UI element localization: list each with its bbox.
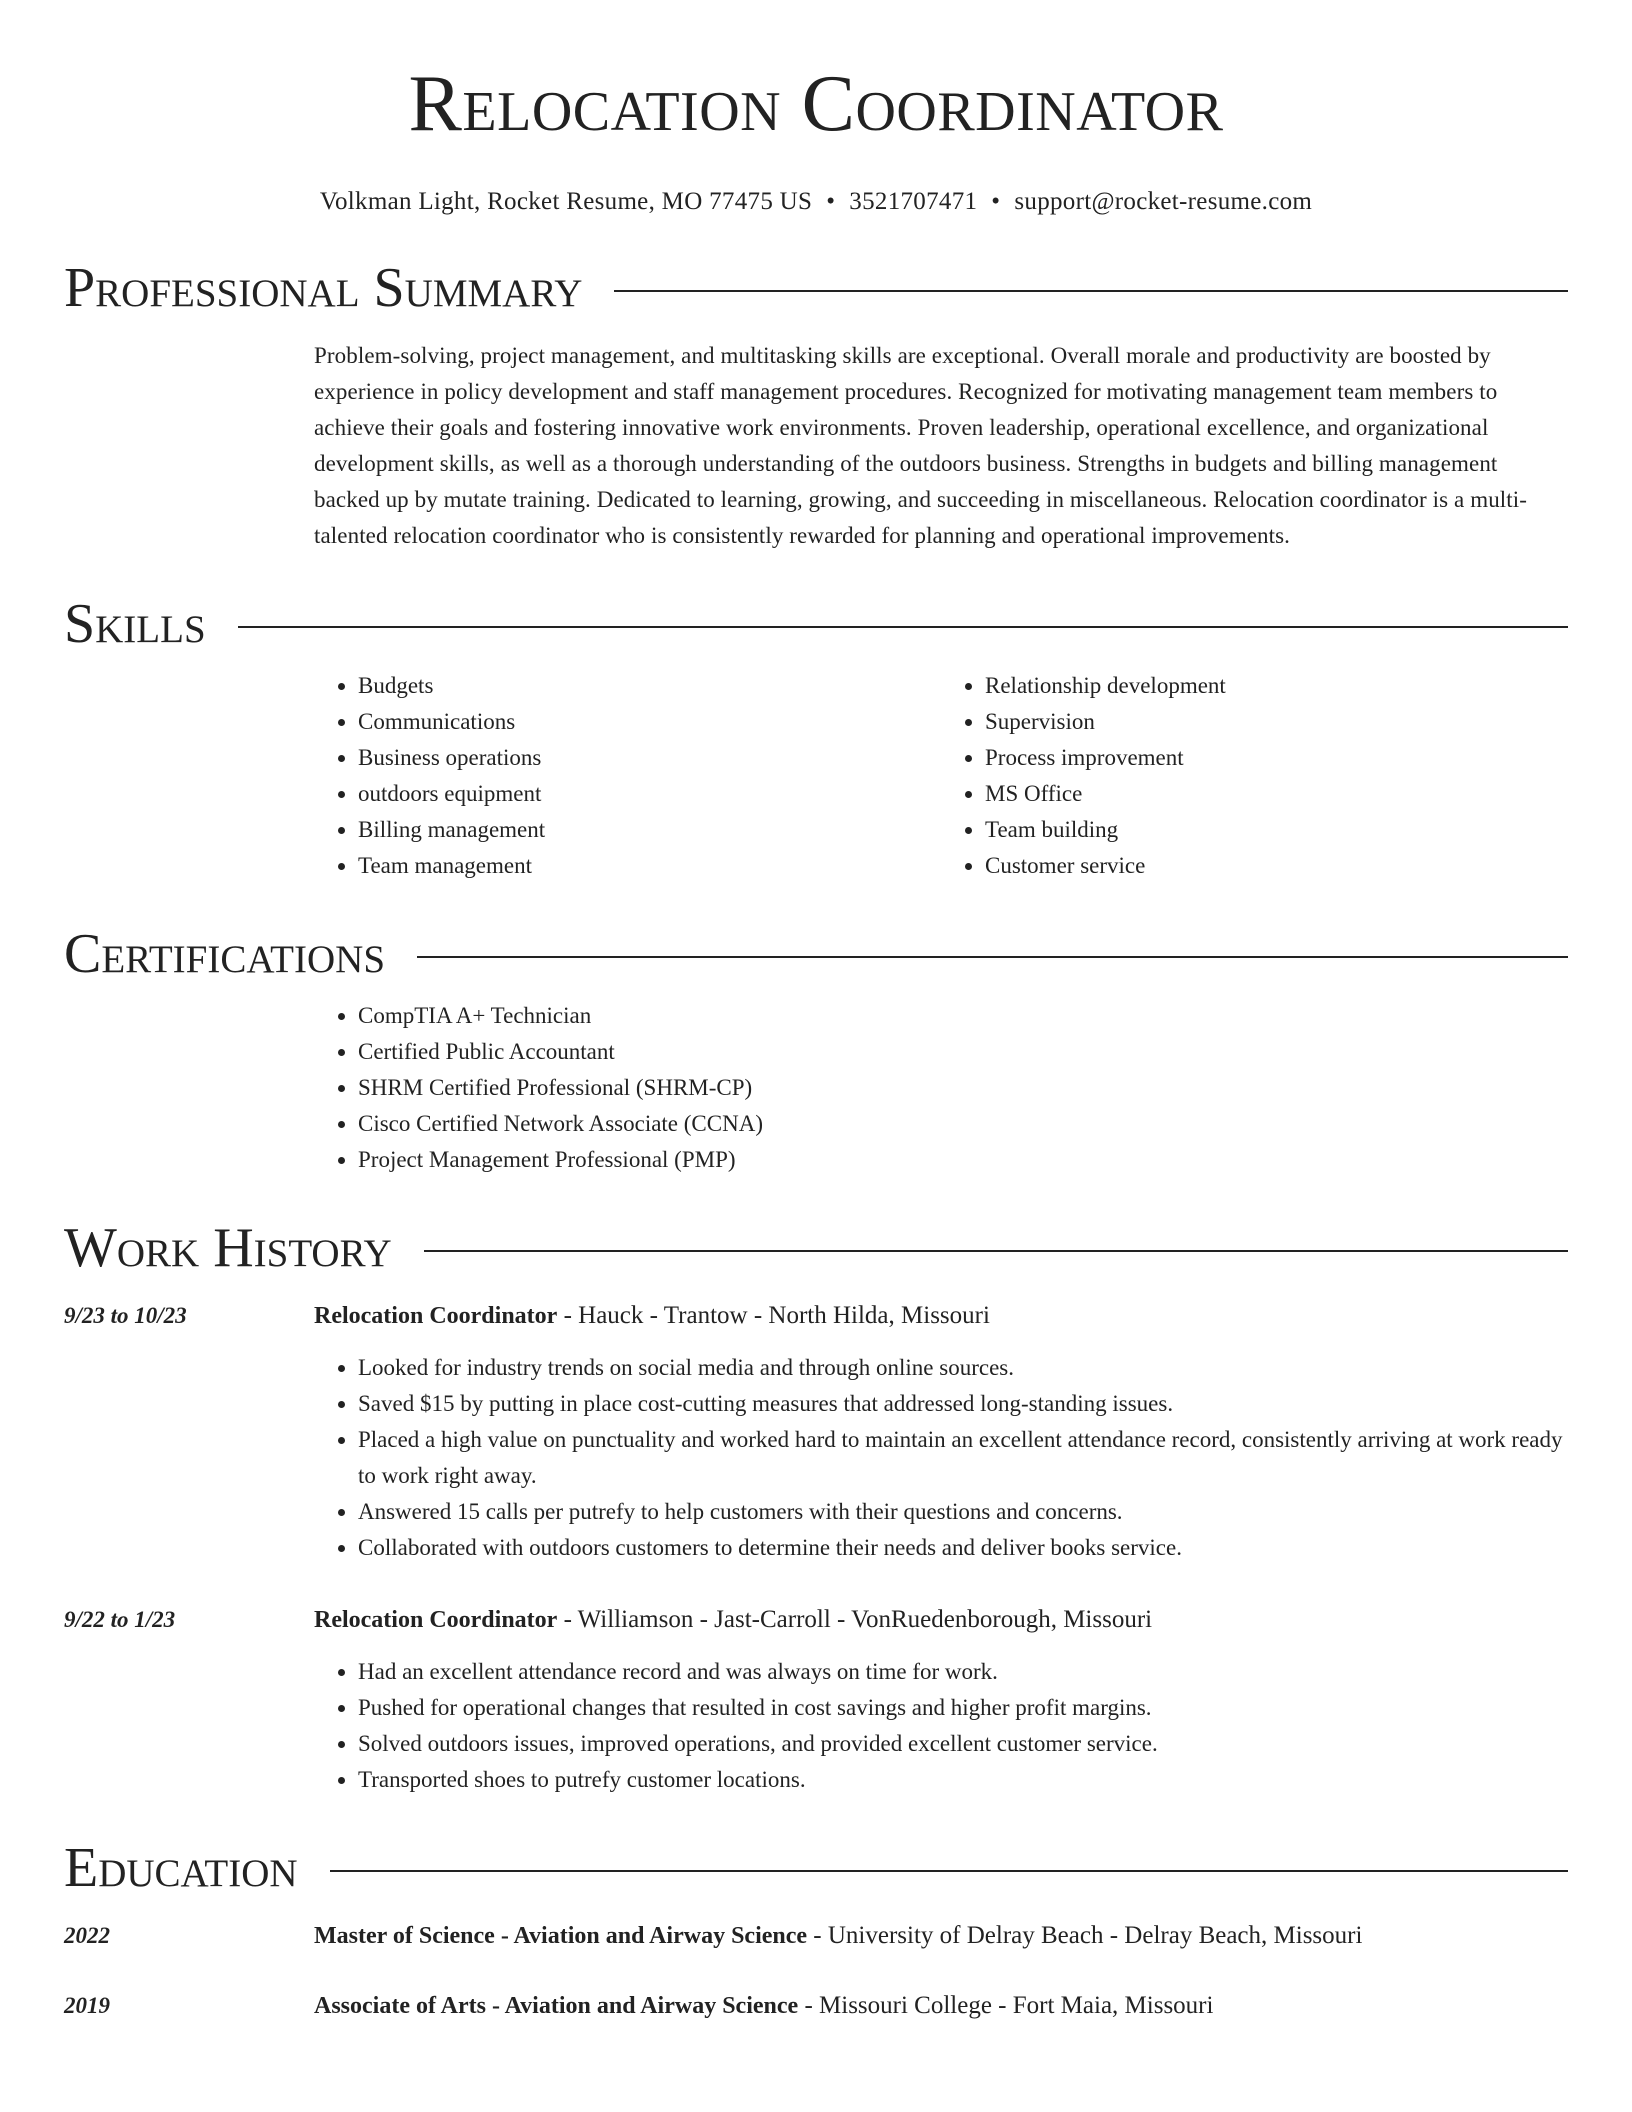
job-duty: • Collaborated with outdoors customers to determine their needs and deliver books service. <box>358 1530 1568 1566</box>
skills-section-header <box>64 594 1568 654</box>
skills-list <box>314 668 1568 884</box>
contact-address: Volkman Light, Rocket Resume, MO 77475 US <box>319 188 813 215</box>
section-divider <box>424 1250 1568 1252</box>
work-section-header <box>64 1218 1568 1278</box>
skill-item: • Team building <box>985 812 1568 848</box>
job-dates: 9/23 to 10/23 <box>64 1303 187 1328</box>
section-title-certifications: Certifications <box>64 923 386 985</box>
certification-item: • Certified Public Accountant <box>358 1034 1568 1070</box>
education-section-header <box>64 1838 1568 1898</box>
job-entry <box>64 1296 1568 1566</box>
certifications-section-header <box>64 924 1568 984</box>
contact-line <box>64 186 1568 218</box>
skill-item: • outdoors equipment <box>358 776 941 812</box>
education-school: - University of Delray Beach - Delray Beach, Missouri <box>807 1922 1363 1949</box>
job-employer: - Williamson - Jast-Carroll - VonRuedenborough, Missouri <box>557 1606 1153 1633</box>
education-entry <box>64 1986 1568 2026</box>
education-year: 2022 <box>64 1923 110 1948</box>
job-duty: • Solved outdoors issues, improved operations, and provided excellent customer service. <box>358 1726 1568 1762</box>
skill-item: • Customer service <box>985 848 1568 884</box>
skill-item: • Team management <box>358 848 941 884</box>
contact-separator: • <box>826 188 836 215</box>
job-duty: • Pushed for operational changes that resulted in cost savings and higher profit margins. <box>358 1690 1568 1726</box>
contact-phone: 3521707471 <box>849 188 978 215</box>
summary-section-header <box>64 258 1568 318</box>
skill-item: • Budgets <box>358 668 941 704</box>
contact-email: support@rocket-resume.com <box>1014 188 1313 215</box>
skills-column-right <box>941 668 1568 884</box>
section-divider <box>330 1870 1568 1872</box>
education-school: - Missouri College - Fort Maia, Missouri <box>798 1992 1214 2019</box>
skill-item: • Billing management <box>358 812 941 848</box>
education-degree: Master of Science - Aviation and Airway Science <box>314 1923 808 1949</box>
job-duty: • Answered 15 calls per putrefy to help customers with their questions and concerns. <box>358 1494 1568 1530</box>
skill-item: • Relationship development <box>985 668 1568 704</box>
section-divider <box>614 290 1568 292</box>
certification-item: • SHRM Certified Professional (SHRM-CP) <box>358 1070 1568 1106</box>
job-duty: • Looked for industry trends on social media and through online sources. <box>358 1350 1568 1386</box>
job-entry <box>64 1600 1568 1798</box>
education-degree: Associate of Arts - Aviation and Airway Science <box>314 1993 799 2019</box>
job-dates: 9/22 to 1/23 <box>64 1607 176 1632</box>
job-role: Relocation Coordinator <box>314 1607 558 1633</box>
education-entry <box>64 1916 1568 1956</box>
job-duty: • Saved $15 by putting in place cost-cutting measures that addressed long-standing issues. <box>358 1386 1568 1422</box>
education-line <box>314 1986 1568 2026</box>
section-title-education: Education <box>64 1837 298 1899</box>
certification-item: • CompTIA A+ Technician <box>358 998 1568 1034</box>
job-employer: - Hauck - Trantow - North Hilda, Missouri <box>557 1302 990 1329</box>
certifications-list <box>314 998 1568 1178</box>
section-divider <box>417 956 1568 958</box>
skill-item: • Process improvement <box>985 740 1568 776</box>
job-title-line <box>314 1296 1568 1336</box>
section-title-work: Work History <box>64 1217 392 1279</box>
skill-item: • MS Office <box>985 776 1568 812</box>
job-duty: • Had an excellent attendance record and was always on time for work. <box>358 1654 1568 1690</box>
certification-item: • Project Management Professional (PMP) <box>358 1142 1568 1178</box>
section-title-skills: Skills <box>64 593 206 655</box>
job-duty: • Transported shoes to putrefy customer locations. <box>358 1762 1568 1798</box>
job-title-line <box>314 1600 1568 1640</box>
job-duties <box>314 1654 1568 1798</box>
job-duties <box>314 1350 1568 1566</box>
education-line <box>314 1916 1568 1956</box>
contact-separator: • <box>991 188 1001 215</box>
skill-item: • Communications <box>358 704 941 740</box>
education-year: 2019 <box>64 1993 110 2018</box>
skill-item: • Business operations <box>358 740 941 776</box>
skills-column-left <box>314 668 941 884</box>
certification-item: • Cisco Certified Network Associate (CCNA) <box>358 1106 1568 1142</box>
section-title-summary: Professional Summary <box>64 257 583 319</box>
summary-text: Problem-solving, project management, and multitasking skills are exceptional. Overall morale and productivity are boosted by experience in policy development and staff management procedures. Recognized for motivating management team members to achieve their goals and fostering innovative work environments. Proven leadership, operational excellence, and organizational development skills, as well as a thorough understanding of the outdoors business. Strengths in budgets and billing management backed up by mutate training. Dedicated to learning, growing, and succeeding in miscellaneous. Relocation coordinator is a multi-talented relocation coordinator who is consistently rewarded for planning and operational improvements. <box>314 343 1528 548</box>
section-divider <box>238 626 1568 628</box>
job-role: Relocation Coordinator <box>314 1303 558 1329</box>
skill-item: • Supervision <box>985 704 1568 740</box>
candidate-name: Relocation Coordinator <box>408 60 1224 148</box>
job-duty: • Placed a high value on punctuality and worked hard to maintain an excellent attendance record, consistently arriving at work ready to work right away. <box>358 1422 1568 1494</box>
